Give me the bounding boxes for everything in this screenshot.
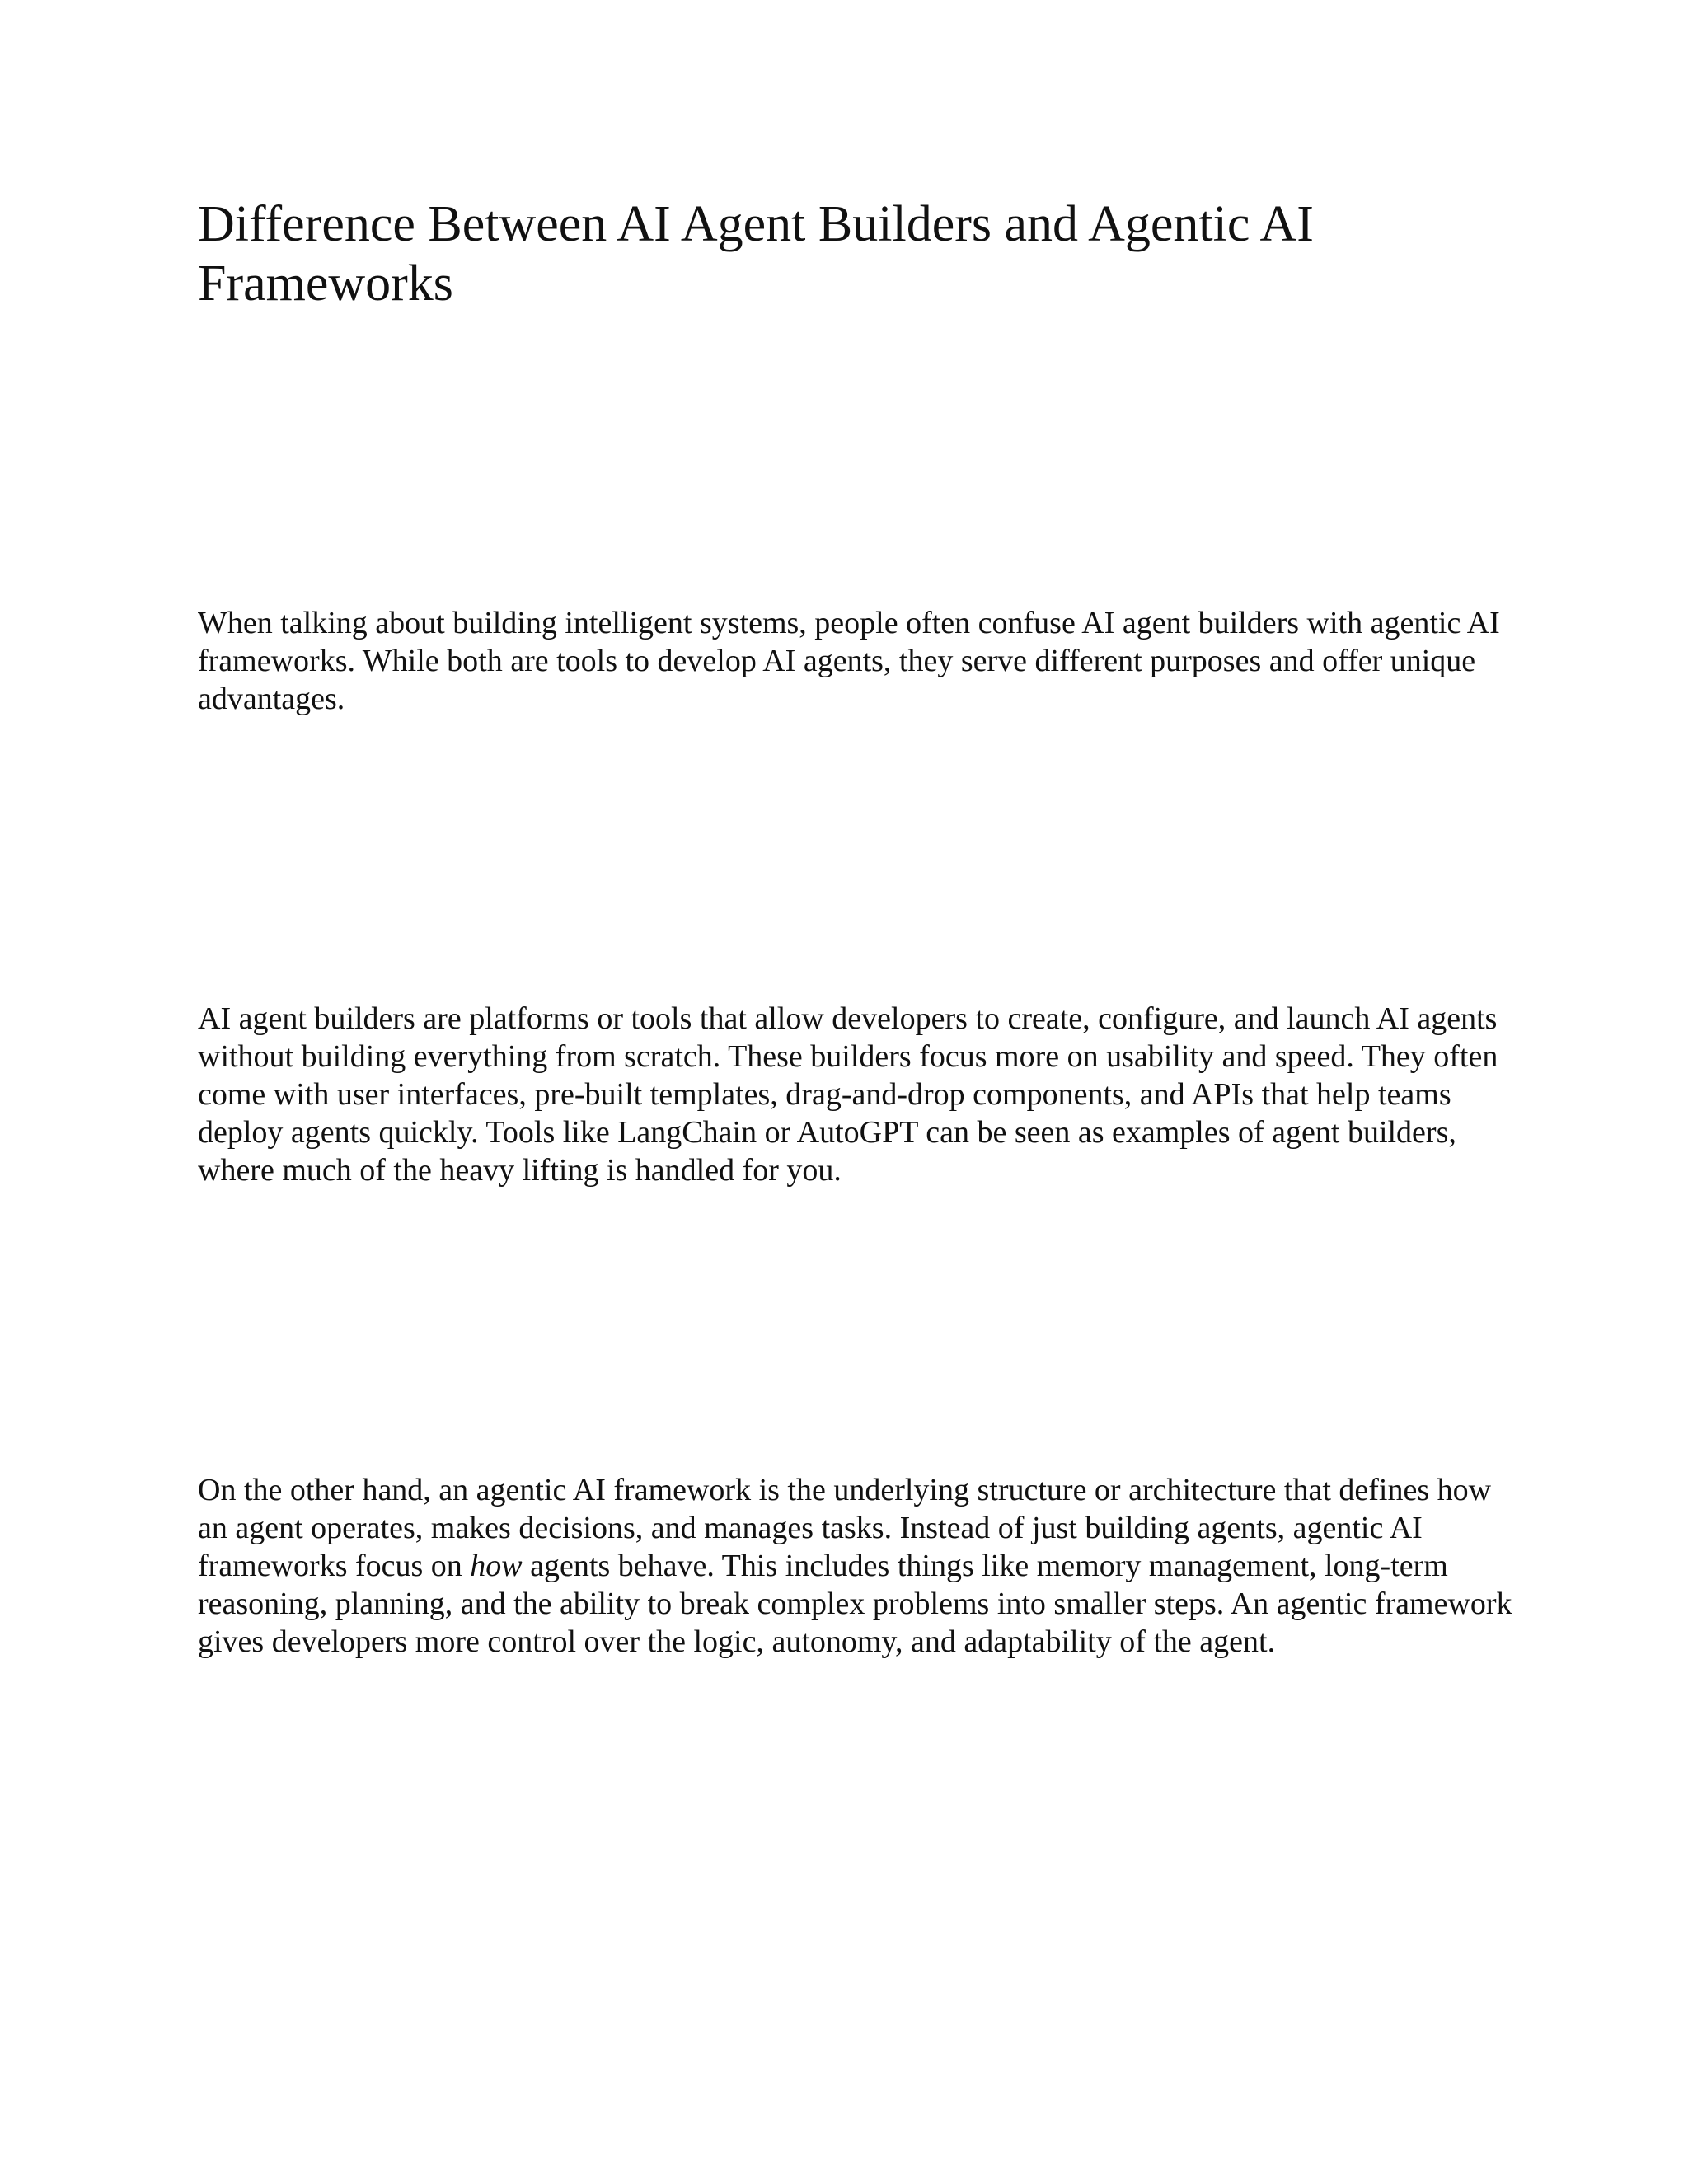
agent-builders-paragraph: AI agent builders are platforms or tools that allow developers to create, configure, and launch AI agents without building everything from scratch. These builders focus more on usability and speed. They often come with user interfaces, pre-built templates, drag-and-drop components, and APIs that help teams deploy agents quickly. Tools like LangChain or AutoGPT can be seen as examples of agent builders, where much of the heavy lifting is handled for you. (198, 1001, 1498, 1188)
intro-paragraph: When talking about building intelligent systems, people often confuse AI agent builders with agentic AI frameworks. While both are tools to develop AI agents, they serve different purposes and offer unique advantages. (198, 606, 1500, 716)
agentic-frameworks-paragraph (198, 1471, 1517, 1661)
emphasized-word: how (470, 1549, 523, 1583)
paragraph-text-end: agents behave. This includes things like memory management, long-term reasoning, planning, and the ability to break complex problems into smaller steps. An agentic framework gives developers more control over the logic, autonomy, and adaptability of the agent. (198, 1549, 1512, 1659)
paragraph-text-start: On the other hand, an agentic AI framework is the underlying structure or architecture that defines how an agent operates, makes decisions, and manages tasks. Instead of just building agents, agentic AI frameworks focus on (198, 1473, 1492, 1583)
page-title: Difference Between AI Agent Builders and Agentic AI Frameworks (198, 196, 1314, 312)
